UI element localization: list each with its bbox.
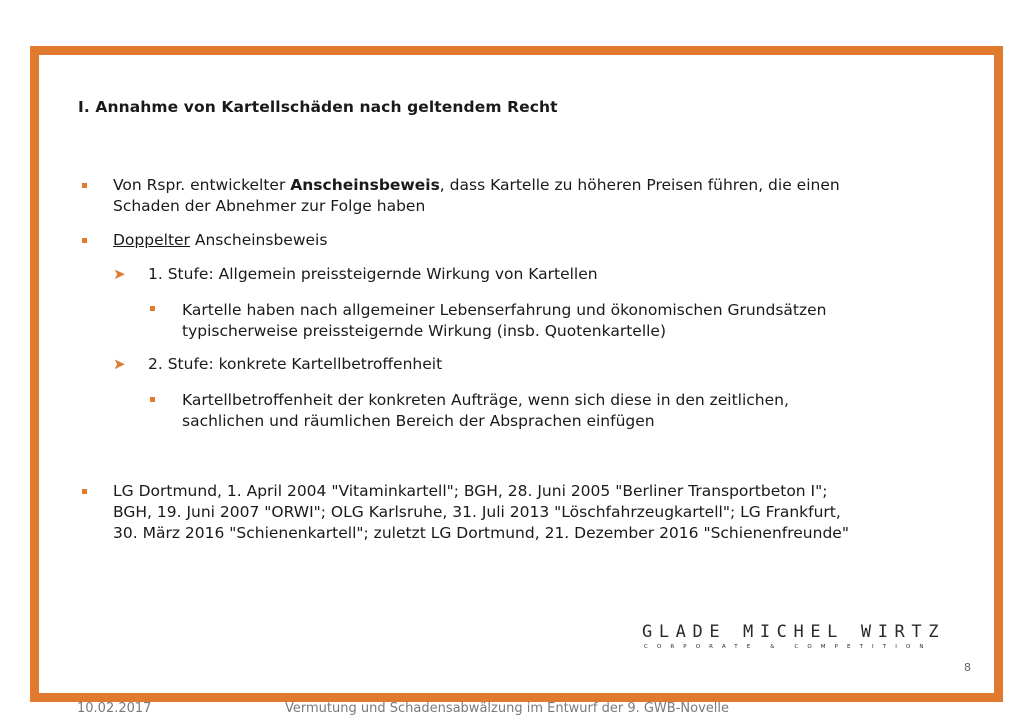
text-segment: Von Rspr. entwickelter (113, 176, 291, 194)
bullet-marker (150, 397, 155, 402)
bullet-marker (150, 306, 155, 311)
bullet-anscheinsbeweis (113, 175, 840, 217)
page-number: 8 (964, 661, 971, 674)
arrow-icon: ➤ (113, 265, 126, 283)
bullet-line: typischerweise preissteigernde Wirkung (insb. Quotenkartelle) (182, 322, 667, 340)
bullet-line: 30. März 2016 "Schienenkartell"; zuletzt LG Dortmund, 21. Dezember 2016 "Schienenfreunde" (113, 524, 849, 542)
firm-tagline: CORPORATE & COMPETITION (644, 644, 933, 650)
text-segment: Anscheinsbeweis (189, 231, 328, 249)
bullet-line: BGH, 19. Juni 2007 "ORWI"; OLG Karlsruhe, 31. Juli 2013 "Löschfahrzeugkartell"; LG Frankfurt, (113, 503, 841, 521)
bullet-line: Schaden der Abnehmer zur Folge haben (113, 197, 426, 215)
arrow-icon: ➤ (113, 355, 126, 373)
bullet-line: sachlichen und räumlichen Bereich der Absprachen einfügen (182, 412, 655, 430)
text-segment: , dass Kartelle zu höheren Preisen führen, die einen (439, 176, 840, 194)
bullet-line (113, 175, 840, 196)
bullet-line: LG Dortmund, 1. April 2004 "Vitaminkartell"; BGH, 28. Juni 2005 "Berliner Transportbeton I"; (113, 482, 828, 500)
stage-1-detail (182, 300, 826, 342)
bullet-case-law (113, 481, 849, 544)
slide-heading: I. Annahme von Kartellschäden nach geltendem Recht (78, 98, 558, 116)
bullet-marker (82, 183, 87, 188)
bold-term: Anscheinsbeweis (290, 176, 440, 194)
underlined-term: Doppelter (113, 231, 190, 249)
stage-2-detail (182, 390, 789, 432)
stage-2-label: 2. Stufe: konkrete Kartellbetroffenheit (148, 355, 443, 373)
bullet-line: Kartellbetroffenheit der konkreten Aufträge, wenn sich diese in den zeitlichen, (182, 391, 789, 409)
footer-title: Vermutung und Schadensabwälzung im Entwurf der 9. GWB-Novelle (285, 701, 729, 716)
firm-logo: GLADE MICHEL WIRTZ (642, 622, 946, 642)
bullet-marker (82, 489, 87, 494)
footer-date: 10.02.2017 (77, 701, 152, 716)
bullet-marker (82, 238, 87, 243)
bullet-line (113, 230, 327, 251)
bullet-doppelter (113, 230, 327, 251)
bullet-line: Kartelle haben nach allgemeiner Lebenserfahrung und ökonomischen Grundsätzen (182, 301, 827, 319)
stage-1-label: 1. Stufe: Allgemein preissteigernde Wirkung von Kartellen (148, 265, 598, 283)
